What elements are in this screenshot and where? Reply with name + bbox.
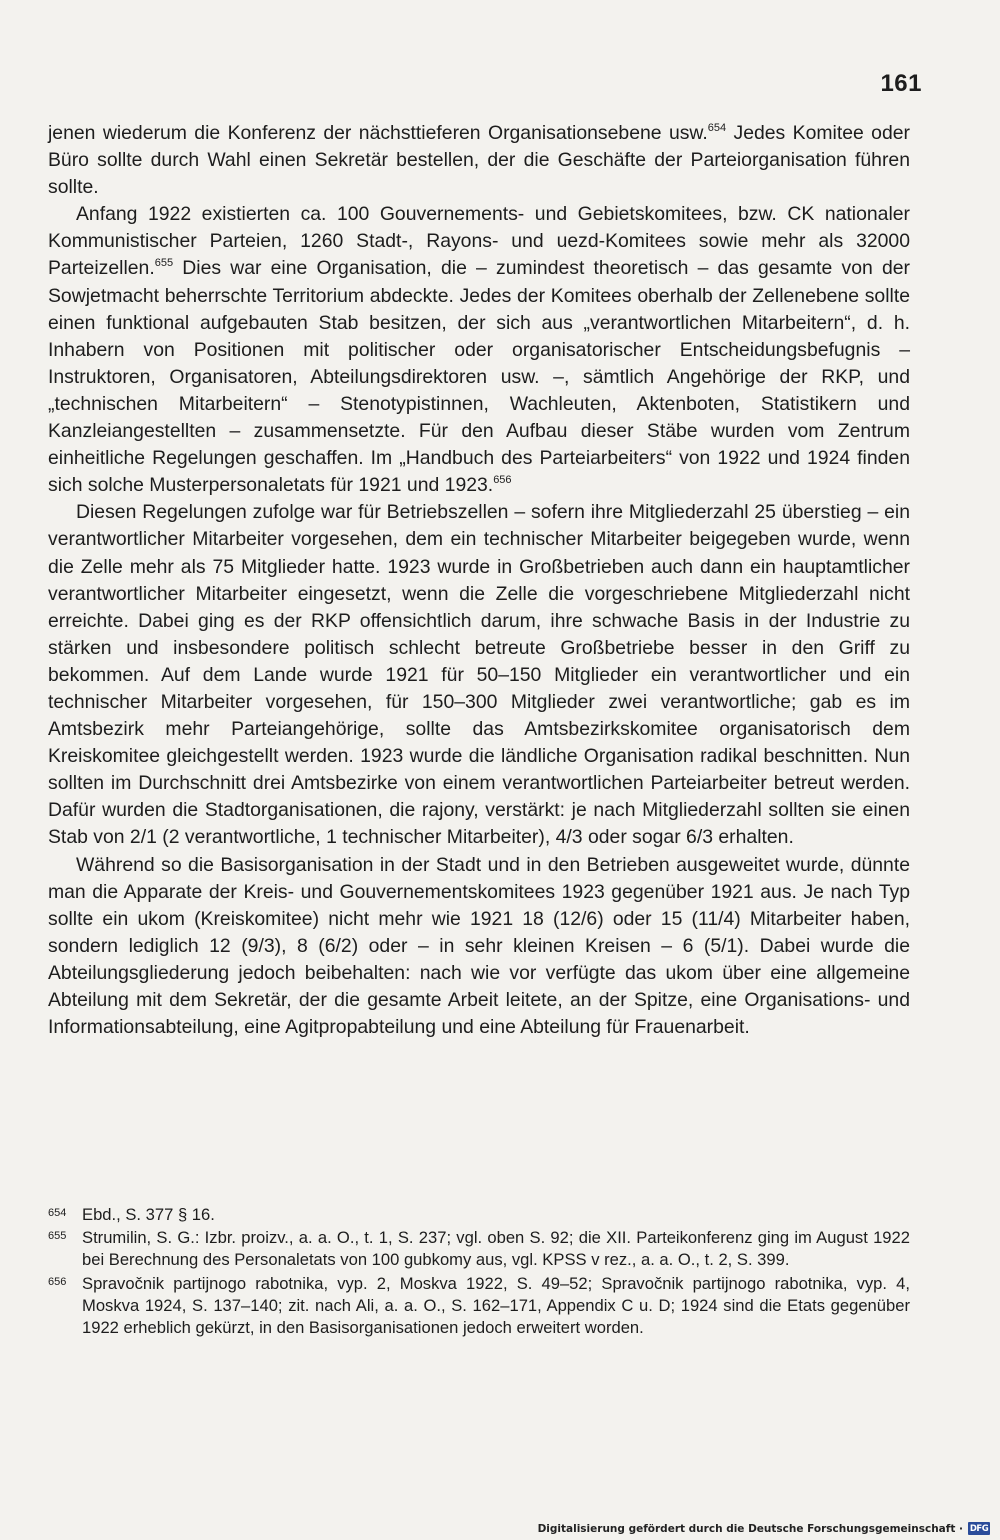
footnotes <box>48 1204 910 1340</box>
paragraph-text: Anfang 1922 existierten ca. 100 Gouvernements- und Gebietskomitees, bzw. CK nationaler Kommunistischer Parteien, 1260 Stadt-, Rayons- und uezd-Komitees sowie mehr als 32000 Parteizellen. <box>48 203 910 280</box>
paragraph <box>48 499 910 851</box>
page-number: 161 <box>880 70 922 97</box>
footnote-text: Strumilin, S. G.: Izbr. proizv., a. a. O., t. 1, S. 237; vgl. oben S. 92; die XII. Parteikonferenz ging im August 1922 bei Berechnung des Personaletats von 100 gubkomy aus, vgl. KPSS v rez., a. a. O., t. 2, S. 399. <box>82 1228 910 1270</box>
paragraph-text: Während so die Basisorganisation in der Stadt und in den Betrieben ausgeweitet wurde, dünnte man die Apparate der Kreis- und Gouvernementskomitees 1923 gegenüber 1921 aus. Je nach Typ sollte ein ukom (Kreiskomitee) nicht mehr wie 1921 18 (12/6) oder 15 (11/4) Mitarbeiter haben, sondern lediglich 12 (9/3), 8 (6/2) oder – in sehr kleinen Kreisen – 6 (5/1). Dabei wurde die Abteilungsgliederung jedoch beibehalten: nach wie vor verfügte das ukom über eine allgemeine Abteilung mit dem Sekretär, der die gesamte Arbeit leitete, an der Spitze, eine Organisations- und Informationsabteilung, eine Agitpropabteilung und eine Abteilung für Frauenarbeit. <box>48 853 910 1039</box>
footnote-number: 655 <box>48 1230 67 1243</box>
paragraph <box>48 201 910 499</box>
footnote-number: 656 <box>48 1275 67 1288</box>
paragraph-text: Diesen Regelungen zufolge war für Betriebszellen – sofern ihre Mitgliederzahl 25 überstieg – ein verantwortlicher Mitarbeiter vorgesehen, dem ein technischer Mitarbeiter beigegeben wurde, wenn die Zelle mehr als 75 Mitglieder hatte. 1923 wurde in Großbetrieben auch dann ein hauptamtlicher verantwortlicher Mitarbeiter eingesetzt, wenn die Zelle die vorgeschriebene Mitgliederzahl nicht erreichte. Dabei ging es der RKP offensichtlich darum, ihre schwache Basis in der Industrie zu stärken und insbesondere politisch schlecht betreute Großbetriebe besser in den Griff zu bekommen. Auf dem Lande wurde 1921 für 50–150 Mitglieder ein verantwortlicher und ein technischer Mitarbeiter vorgesehen, für 150–300 Mitglieder zwei verantwortliche; gab es im Amtsbezirk mehr Parteiangehörige, sollte das Amtsbezirkskomitee organisatorisch dem Kreiskomitee gleichgestellt werden. 1923 wurde die ländliche Organisation radikal beschnitten. Nun sollten im Durchschnitt drei Amtsbezirke von einem verantwortlichen Parteiarbeiter betreut werden. Dafür wurden die Stadtorganisationen, die rajony, verstärkt: je nach Mitgliederzahl sollten sie einen Stab von 2/1 (2 verantwortliche, 1 technischer Mitarbeiter), 4/3 oder sogar 6/3 erhalten. <box>48 501 910 849</box>
paragraph-text: jenen wiederum die Konferenz der nächsttieferen Organisationsebene usw. <box>48 122 708 144</box>
paragraph <box>48 852 910 1042</box>
footnote-text: Ebd., S. 377 § 16. <box>82 1205 215 1224</box>
paragraph <box>48 120 910 201</box>
footnote <box>48 1273 910 1340</box>
footnote-text: Spravočnik partijnogo rabotnika, vyp. 2, Moskva 1922, S. 49–52; Spravočnik partijnogo rabotnika, vyp. 4, Moskva 1924, S. 137–140; zit. nach Ali, a. a. O., S. 162–171, Appendix C u. D; 1924 sind die Etats gegenüber 1922 erheblich gekürzt, in den Basisorganisationen jedoch erweitert worden. <box>82 1273 910 1338</box>
main-text <box>48 120 910 1041</box>
footer-credit: Digitalisierung gefördert durch die Deutsche Forschungsgemeinschaft · <box>537 1522 963 1535</box>
footnote-reference: 655 <box>154 257 174 270</box>
dfg-logo: DFG <box>969 1523 989 1534</box>
footnote-reference: 656 <box>493 474 512 487</box>
footnote-reference: 654 <box>707 122 727 134</box>
footer <box>538 1522 990 1535</box>
paragraph-text: Dies war eine Organisation, die – zumindest theoretisch – das gesamte von der Sowjetmacht beherrschte Territorium abdeckte. Jedes der Komitees oberhalb der Zellenebene sollte einen funktional aufgebauten Stab besitzen, der sich aus „verantwortlichen Mitarbeitern“, d. h. Inhabern von Positionen mit politischer oder organisatorischer Entscheidungsbefugnis – Instruktoren, Organisatoren, Abteilungsdirektoren usw. –, sämtlich Angehörige der RKP, und „technischen Mitarbeitern“ – Stenotypistinnen, Wachleuten, Aktenboten, Statistikern und Kanzleiangestellten – zusammensetzte. Für den Aufbau dieser Stäbe wurden vom Zentrum einheitliche Regelungen geschaffen. Im „Handbuch des Parteiarbeiters“ von 1922 und 1924 finden sich solche Musterpersonaletats für 1921 und 1923. <box>48 257 910 497</box>
footnote <box>48 1204 910 1226</box>
footnote-number: 654 <box>48 1207 67 1219</box>
footnote <box>48 1227 910 1271</box>
paragraph-text: Jedes Komitee oder Büro sollte durch Wahl einen Sekretär bestellen, der die Geschäfte der Parteiorganisation führen sollte. <box>48 122 910 199</box>
